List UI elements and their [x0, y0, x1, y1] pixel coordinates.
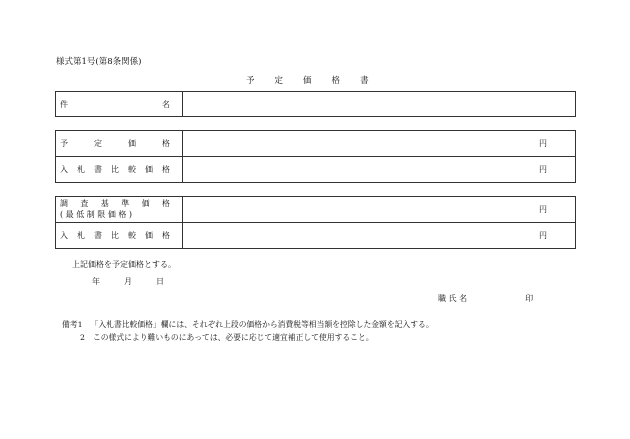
date-month: 月: [124, 277, 132, 286]
label-char: 価: [145, 231, 153, 240]
label-char: 格: [162, 231, 170, 240]
bid-comparison-price-label-2: [56, 223, 183, 249]
survey-price-table: [55, 196, 576, 249]
label-char: 格: [162, 165, 170, 174]
remark-text: 「入札書比較価格」欄には、それぞれ上段の価格から消費税等相当額を控除した金額を記入する。: [90, 320, 434, 329]
date-day: 日: [156, 277, 164, 286]
document-title: [246, 77, 369, 86]
label-char: 基: [100, 198, 109, 208]
minimum-limit-price-label: ( 最 低 制 限 価 格 ): [60, 209, 133, 219]
price-table: [55, 130, 576, 183]
label-char: 価: [128, 139, 136, 148]
label-char: 名: [162, 99, 170, 109]
subject-value-field[interactable]: [183, 92, 576, 117]
date-line: [92, 278, 188, 286]
label-char: 件: [60, 99, 68, 109]
label-char: 札: [77, 231, 85, 240]
planned-price-label: [56, 131, 183, 157]
date-year: 年: [92, 277, 100, 286]
label-char: 準: [121, 198, 130, 208]
form-number: 様式第1号(第8条関係): [56, 57, 142, 67]
table-row: [56, 157, 576, 183]
bid-comparison-price-field-2[interactable]: 円: [183, 223, 576, 249]
label-char: 格: [162, 139, 170, 148]
label-char: 調: [60, 198, 68, 208]
label-char: 札: [77, 165, 85, 174]
statement-text: 上記価格を予定価格とする。: [72, 260, 176, 269]
label-char: 較: [128, 231, 136, 240]
planned-price-field[interactable]: 円: [183, 131, 576, 157]
label-char: 比: [111, 231, 119, 240]
official-title-name-label: 職 氏 名: [438, 294, 468, 303]
table-row: [56, 223, 576, 249]
label-char: 格: [161, 198, 170, 208]
table-row: [56, 131, 576, 157]
remark-2: [80, 334, 374, 342]
title-char: 予: [246, 76, 255, 86]
label-char: 価: [141, 198, 150, 208]
title-char: 書: [360, 76, 369, 86]
title-char: 格: [331, 76, 341, 86]
title-char: 定: [274, 76, 284, 86]
subject-table: [55, 91, 576, 117]
label-char: 入: [60, 165, 68, 174]
subject-label: [56, 92, 183, 117]
label-char: 書: [94, 231, 102, 240]
label-char: 入: [60, 231, 68, 240]
label-char: 較: [128, 165, 136, 174]
label-char: 書: [94, 165, 102, 174]
survey-base-price-field[interactable]: 円: [183, 197, 576, 223]
table-row: [56, 197, 576, 223]
remark-text: この様式により難いものにあっては、必要に応じて適宜補正して使用すること。: [92, 333, 374, 342]
remark-1: [62, 321, 434, 329]
label-char: 予: [60, 139, 68, 148]
survey-base-price-label: [56, 197, 183, 223]
bid-comparison-price-field[interactable]: 円: [183, 157, 576, 183]
official-signature-line: [438, 295, 533, 303]
remark-label: 2: [80, 333, 85, 342]
seal-mark-label: 印: [525, 294, 534, 303]
label-char: 価: [145, 165, 153, 174]
table-row: [56, 92, 576, 117]
label-char: 査: [80, 198, 89, 208]
label-char: 比: [111, 165, 119, 174]
remark-label: 備考1: [62, 320, 83, 329]
title-char: 価: [303, 76, 312, 86]
label-char: 定: [94, 139, 102, 148]
bid-comparison-price-label: [56, 157, 183, 183]
